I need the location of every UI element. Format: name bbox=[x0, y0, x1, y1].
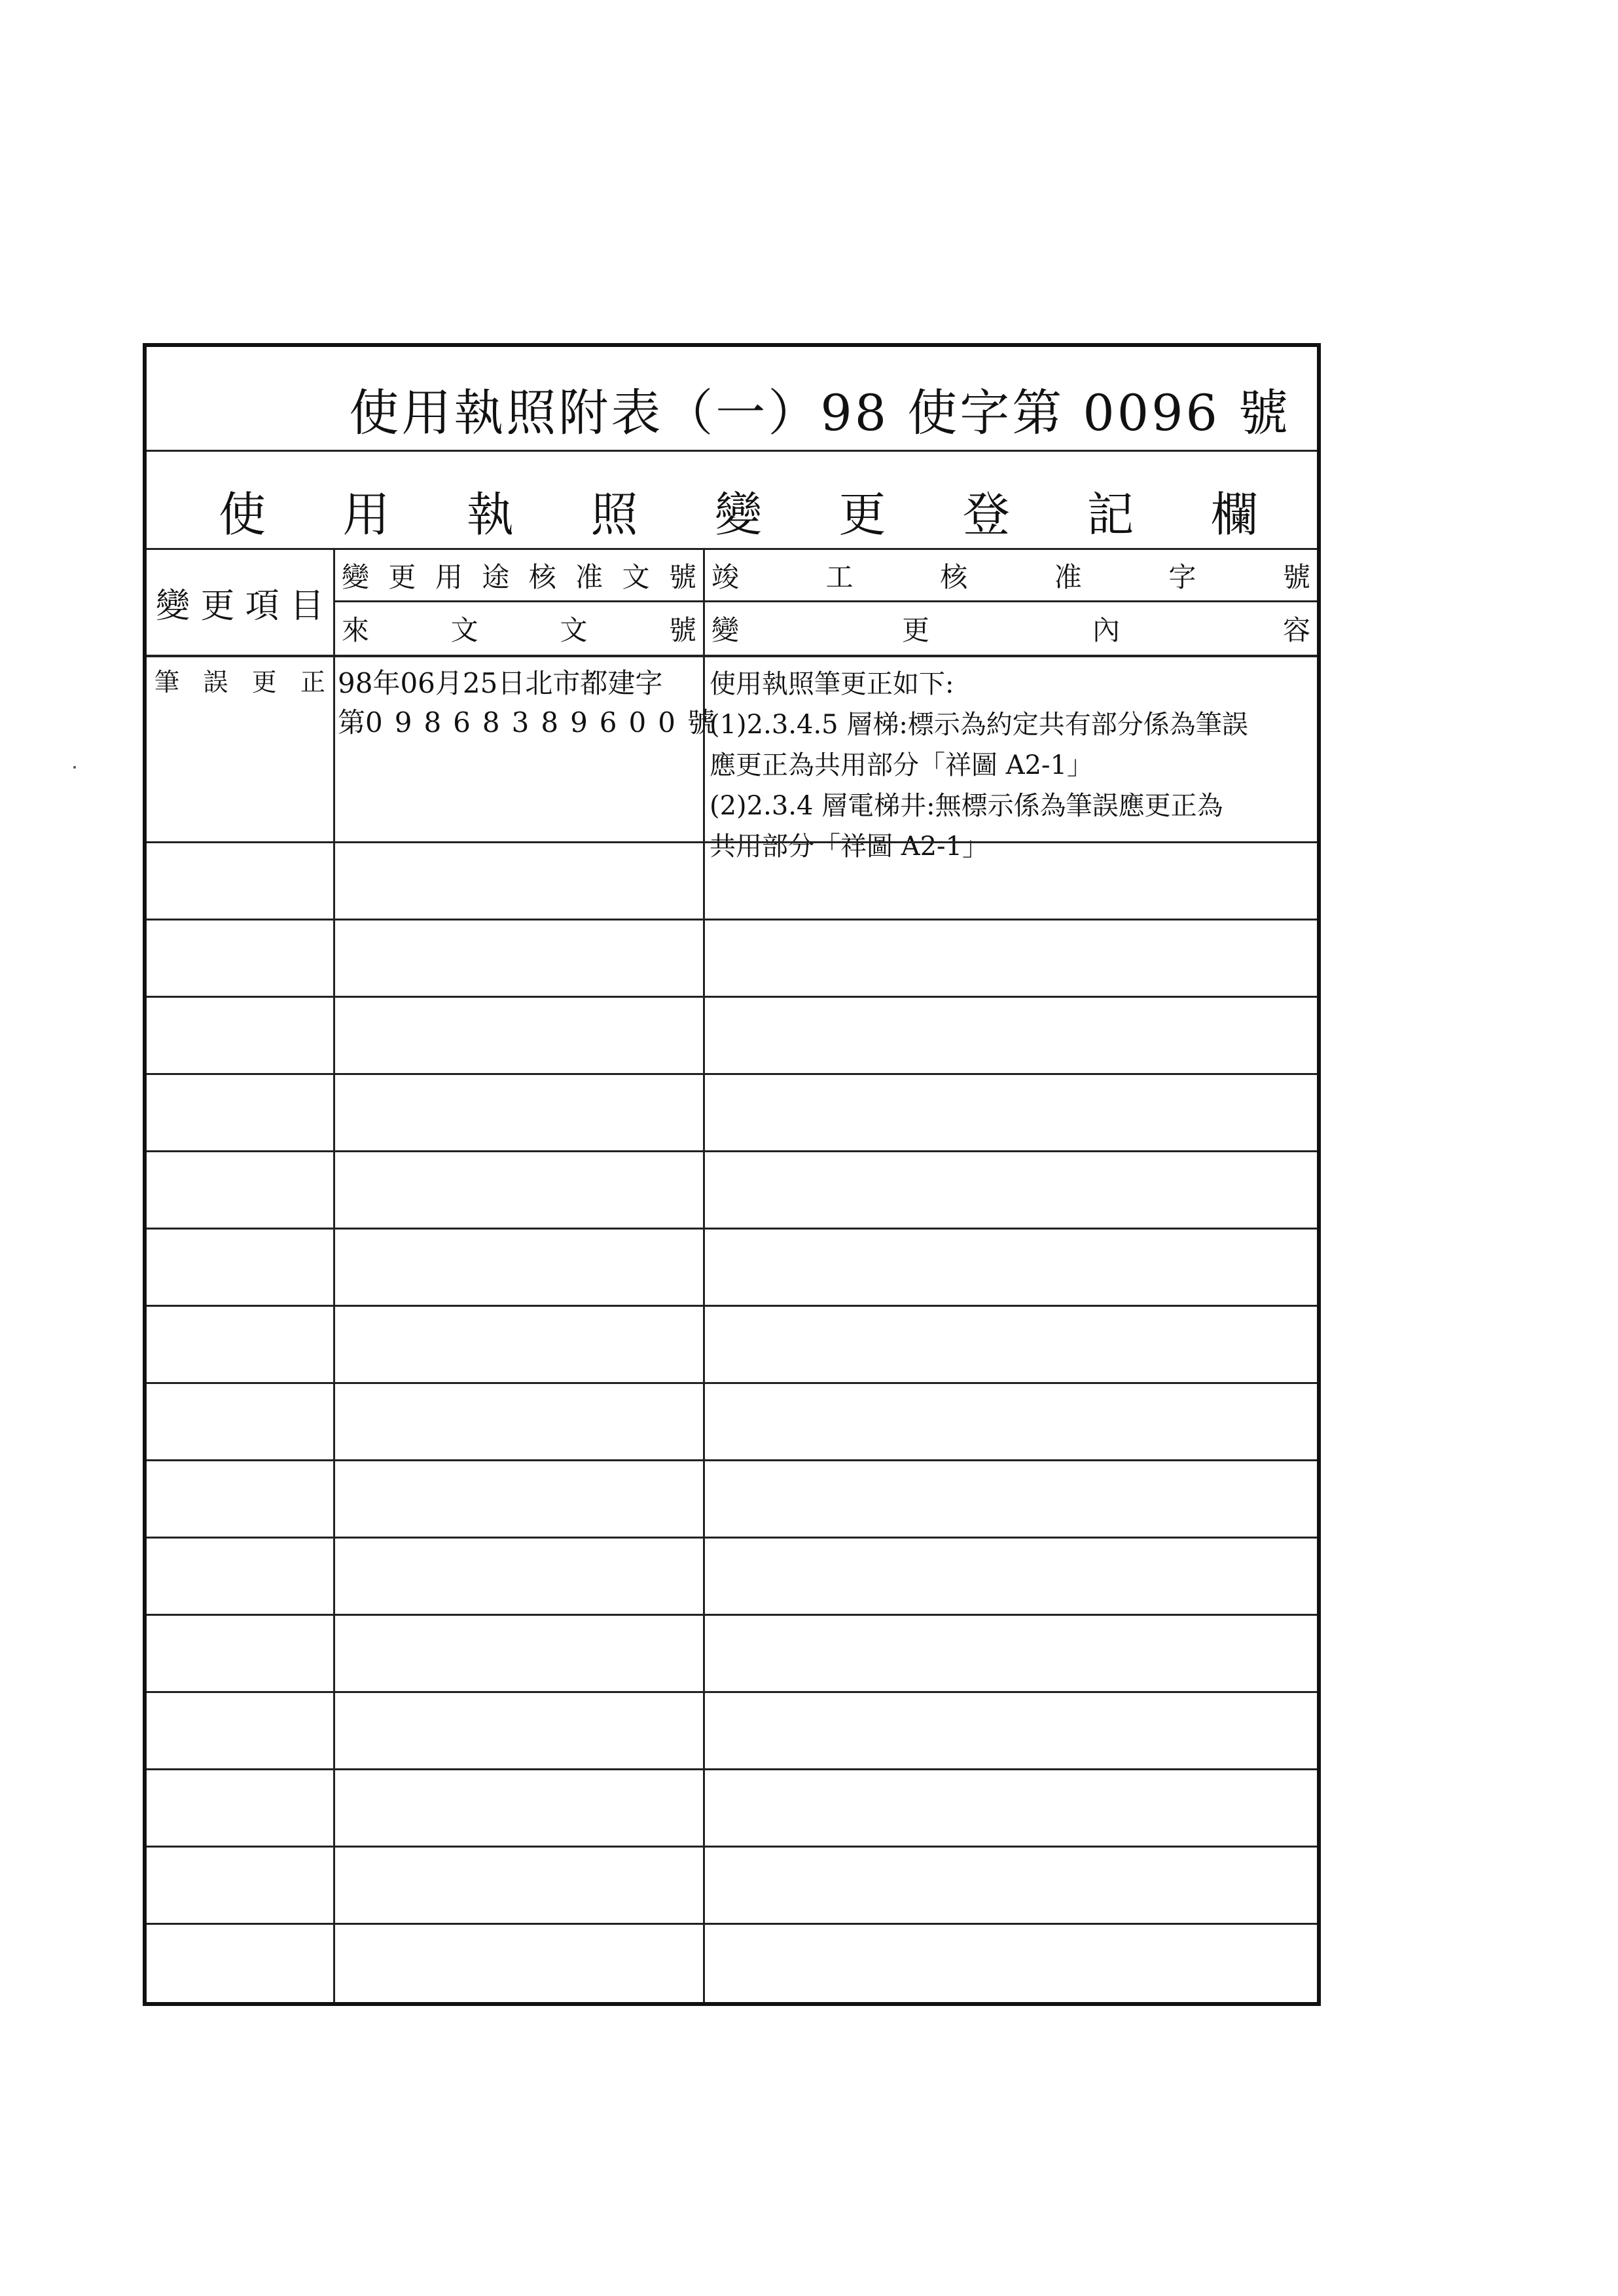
entry-doc-line1: 98年06月25日北市都建字 bbox=[338, 667, 663, 699]
header-change-item: 變 更 項 目 bbox=[156, 586, 324, 626]
content-line: 使用執照筆更正如下: bbox=[710, 669, 954, 699]
empty-row bbox=[147, 1770, 1317, 1848]
form-subtitle: 使 用 執 照 變 更 登 記 欄 bbox=[219, 487, 1258, 542]
empty-row bbox=[147, 1384, 1317, 1461]
entry-doc-prefix: 第 bbox=[338, 706, 366, 738]
header-completion-approval-no: 竣 工 核 准 字 號 bbox=[705, 550, 1317, 602]
form-title: 使用執照附表（一）98 使字第 0096 號 bbox=[349, 384, 1291, 442]
content-line: (1)2.3.4.5 層梯:標示為約定共有部分係為筆誤 bbox=[710, 710, 1248, 740]
header-change-content: 變 更 內 容 bbox=[711, 614, 1310, 646]
empty-row bbox=[147, 998, 1317, 1075]
empty-row bbox=[147, 843, 1317, 920]
subtitle-row bbox=[147, 452, 1317, 550]
empty-row bbox=[147, 920, 1317, 998]
empty-row bbox=[147, 1075, 1317, 1152]
empty-row bbox=[147, 1307, 1317, 1384]
empty-row bbox=[147, 1693, 1317, 1770]
empty-row bbox=[147, 1230, 1317, 1307]
empty-row bbox=[147, 1461, 1317, 1539]
content-line: 應更正為共用部分「祥圖 A2-1」 bbox=[710, 750, 1094, 780]
header-incoming-doc-no: 來 文 文 號 bbox=[342, 614, 696, 646]
empty-row bbox=[147, 1152, 1317, 1230]
scan-speck bbox=[73, 766, 76, 769]
entry-doc-number: 09868389600 bbox=[365, 706, 687, 738]
content-line: 共用部分「祥圖 A2-1」 bbox=[710, 831, 989, 862]
header-approval-doc-no: 變 更 用 途 核 准 文 號 bbox=[335, 550, 703, 602]
empty-row bbox=[147, 1539, 1317, 1616]
header-divider bbox=[147, 655, 1317, 657]
empty-row bbox=[147, 1848, 1317, 1925]
empty-row bbox=[147, 1616, 1317, 1693]
entry-row bbox=[147, 660, 1317, 843]
content-line: (2)2.3.4 層電梯井:無標示係為筆誤應更正為 bbox=[710, 791, 1223, 821]
change-registration-form bbox=[143, 343, 1321, 2006]
title-row bbox=[147, 347, 1317, 452]
entry-doc-suffix: 號 bbox=[687, 706, 715, 738]
entry-change-item: 筆 誤 更 正 bbox=[154, 667, 325, 697]
